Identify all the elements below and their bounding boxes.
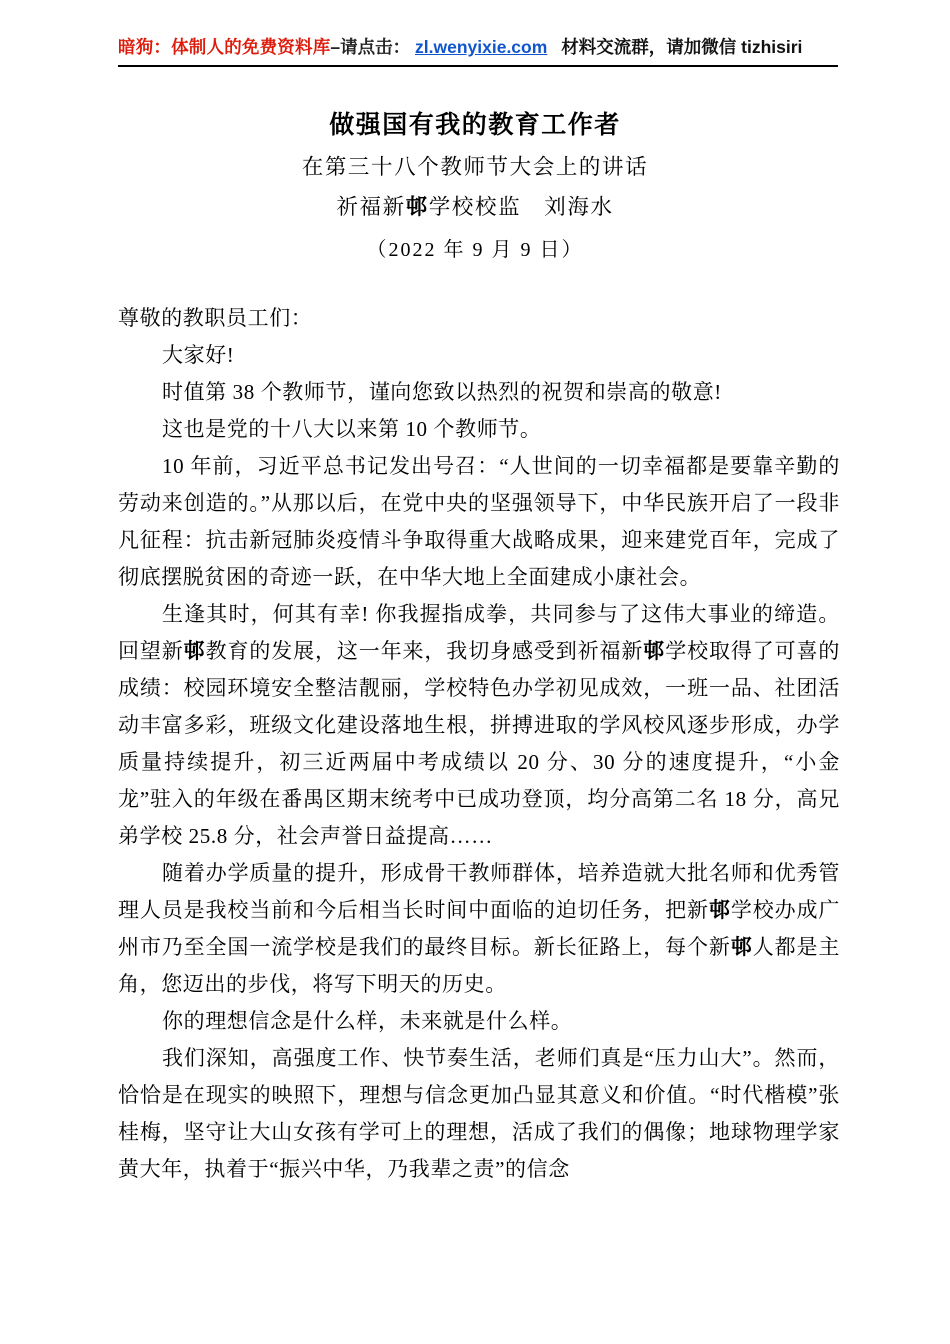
paragraph-tenth-festival: 这也是党的十八大以来第 10 个教师节。: [162, 417, 542, 441]
paragraph-pressure-and-role-models: 我们深知，高强度工作、快节奏生活，老师们真是“压力山大”。然而，恰恰是在现实的映照下，理想与信念更加凸显其意义和价值。“时代楷模”张桂梅，坚守让大山女孩有学可上的理想，活成了我们的偶像；地球物理学家黄大年，执着于“振兴中华，乃我辈之责”的信念: [118, 1046, 840, 1181]
paragraph-salutation: 尊敬的教职员工们：: [118, 306, 313, 330]
special-glyph-cun-4: 邨: [730, 935, 753, 959]
paragraph-teacher-development: [118, 855, 840, 1003]
promo-click-label: –请点击：: [330, 37, 411, 57]
special-glyph-cun-3: 邨: [708, 898, 731, 922]
promo-wechat-label: 材料交流群，请加微信 tizhisiri: [561, 37, 803, 57]
document-body: [118, 300, 840, 1188]
achievements-part-b: 教育的发展，这一年来，我切身感受到祈福新: [205, 639, 644, 663]
promo-banner: [118, 32, 838, 67]
achievements-part-a: 生逢其时，何其有幸! 你我握指成拳，共同参与了这伟大事业的缔造。回望新: [118, 602, 840, 663]
paragraph-ideals: 你的理想信念是什么样，未来就是什么样。: [162, 1009, 573, 1033]
document-byline: [0, 188, 950, 227]
byline-prefix: 祈福新: [336, 195, 406, 219]
byline-special-glyph: 邨: [405, 195, 429, 220]
byline-suffix: 学校校监 刘海水: [428, 195, 614, 219]
promo-red-label: 暗狗：体制人的免费资料库: [118, 37, 331, 57]
development-part-a: 随着办学质量的提升，形成骨干教师群体，培养造就大批名师和优秀管理人员是我校当前和今后相当长时间中面临的迫切任务，把新: [118, 861, 840, 922]
document-title: 做强国有我的教育工作者: [329, 110, 621, 139]
special-glyph-cun-1: 邨: [183, 639, 206, 663]
paragraph-ten-years-ago: 10 年前，习近平总书记发出号召：“人世间的一切幸福都是要靠辛勤的劳动来创造的。”从那以后，在党中央的坚强领导下，中华民族开启了一段非凡征程：抗击新冠肺炎疫情斗争取得重大战略成果，迎来建党百年，完成了彻底摆脱贫困的奇迹一跃，在中华大地上全面建成小康社会。: [118, 454, 840, 589]
promo-website-link[interactable]: zl.wenyixie.com: [415, 37, 548, 57]
paragraph-greeting: 大家好!: [162, 343, 235, 367]
development-part-c: 人都是主角，您迈出的步伐，将写下明天的历史。: [118, 935, 840, 996]
special-glyph-cun-2: 邨: [643, 639, 666, 663]
achievements-part-c: 学校取得了可喜的成绩：校园环境安全整洁靓丽，学校特色办学初见成效，一班一品、社团活动丰富多彩，班级文化建设落地生根，拼搏进取的学风校风逐步形成，办学质量持续提升，初三近两届中考成绩以 20 分、30 分的速度提升，“小金龙”驻入的年级在番禺区期末统考中已成功登顶，均分高第二名 18 分，高兄弟学校 25.8 分，社会声誉日益提高……: [118, 639, 840, 848]
document-subtitle: 在第三十八个教师节大会上的讲话: [301, 155, 649, 179]
title-block: [0, 108, 950, 269]
document-date: （2022 年 9 月 9 日）: [366, 239, 584, 261]
paragraph-festival-wish: 时值第 38 个教师节，谨向您致以热烈的祝贺和崇高的敬意!: [162, 380, 722, 404]
paragraph-school-achievements: [118, 596, 840, 855]
development-part-b: 学校办成广州市乃至全国一流学校是我们的最终目标。新长征路上，每个新: [118, 898, 840, 959]
